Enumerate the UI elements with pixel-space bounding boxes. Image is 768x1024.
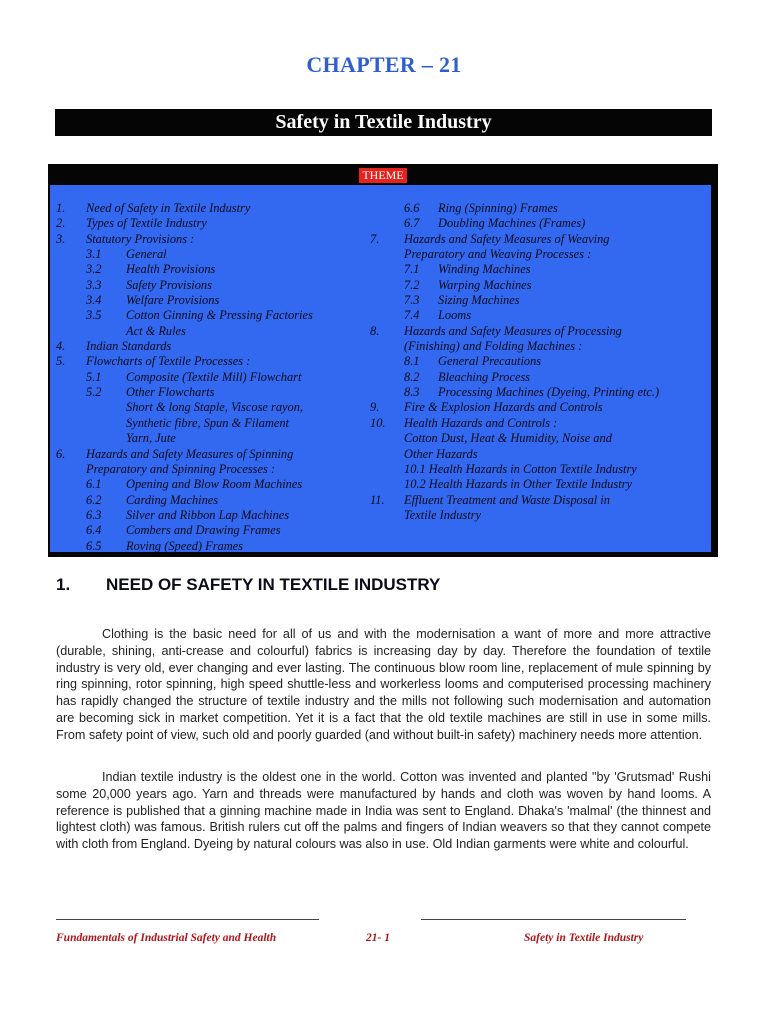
toc-item-number: 5. <box>56 354 66 369</box>
toc-item <box>370 278 710 293</box>
chapter-number: CHAPTER – 21 <box>306 52 462 77</box>
toc-item-text: Types of Textile Industry <box>86 216 207 231</box>
toc-item <box>370 293 710 308</box>
toc-item-number: 8.3 <box>404 385 420 400</box>
toc-item <box>56 508 376 523</box>
toc-item-text: Winding Machines <box>438 262 531 277</box>
toc-item-number: 8.2 <box>404 369 420 384</box>
toc-item-text: Yarn, Jute <box>126 431 176 446</box>
toc-item-number: 6.7 <box>404 216 420 231</box>
toc-item-number: 9. <box>370 400 380 415</box>
toc-item-text: Flowcharts of Textile Processes : <box>86 354 251 369</box>
toc-item-number: 8. <box>370 323 380 338</box>
section-title: NEED OF SAFETY IN TEXTILE INDUSTRY <box>106 575 441 594</box>
footer-book-title: Fundamentals of Industrial Safety and Health <box>56 932 277 944</box>
toc-item <box>56 447 376 462</box>
toc-item <box>370 339 710 354</box>
toc-right-column <box>370 201 710 523</box>
toc-item-number: 8.1 <box>404 354 420 369</box>
toc-item <box>370 493 710 508</box>
toc-item <box>370 247 710 262</box>
toc-item-number: 6.6 <box>404 201 420 215</box>
toc-item-number: 1. <box>56 201 66 215</box>
toc-item <box>56 416 376 431</box>
toc-item-number: 7.4 <box>404 308 420 323</box>
toc-item-number: 5.1 <box>86 369 102 384</box>
toc-item-text: Bleaching Process <box>438 369 531 384</box>
toc-item-number: 11. <box>370 492 385 507</box>
toc-item-number: 3.1 <box>86 247 102 262</box>
toc-item-text: 10.2 Health Hazards in Other Textile Industry <box>404 477 632 492</box>
toc-item <box>370 370 710 385</box>
toc-item-text: Safety Provisions <box>126 277 212 292</box>
toc-item <box>56 477 376 492</box>
toc-item-text: Act & Rules <box>126 323 186 338</box>
toc-item-text: Looms <box>438 308 472 323</box>
toc-item-number: 4. <box>56 339 66 354</box>
toc-item <box>370 232 710 247</box>
toc-item-number: 6. <box>56 446 66 461</box>
toc-item-number: 3. <box>56 231 66 246</box>
toc-item-number: 6.2 <box>86 492 102 507</box>
toc-item-text: Preparatory and Weaving Processes : <box>404 247 592 262</box>
toc-item-text: Effluent Treatment and Waste Disposal in <box>404 492 610 507</box>
toc-item-text: Health Provisions <box>126 262 216 277</box>
toc-item-number: 6.4 <box>86 523 102 538</box>
toc-item-number: 7.2 <box>404 277 420 292</box>
footer-rule-right <box>421 919 686 920</box>
toc-item-number: 7.3 <box>404 293 420 308</box>
toc-item <box>56 262 376 277</box>
toc-item <box>56 354 376 369</box>
toc-item <box>56 216 376 231</box>
toc-item <box>370 385 710 400</box>
toc-item <box>370 201 710 216</box>
chapter-title: Safety in Textile Industry <box>55 109 712 136</box>
toc-item <box>370 447 710 462</box>
toc-item-text: Processing Machines (Dyeing, Printing etc.) <box>438 385 660 400</box>
toc-item <box>56 232 376 247</box>
toc-item-text: Cotton Ginning & Pressing Factories <box>126 308 313 323</box>
section-heading <box>56 575 440 595</box>
toc-item <box>370 324 710 339</box>
theme-header <box>48 164 718 185</box>
toc-item-text: Other Flowcharts <box>126 385 215 400</box>
theme-contents <box>50 185 711 552</box>
toc-item <box>56 339 376 354</box>
toc-item <box>370 354 710 369</box>
toc-item-text: Ring (Spinning) Frames <box>438 201 558 215</box>
toc-item-text: Doubling Machines (Frames) <box>438 216 586 231</box>
toc-item <box>370 416 710 431</box>
toc-item <box>370 431 710 446</box>
toc-item <box>56 308 376 323</box>
toc-item-number: 2. <box>56 216 66 231</box>
toc-item-number: 7. <box>370 231 380 246</box>
toc-item <box>56 431 376 446</box>
toc-item-number: 3.5 <box>86 308 102 323</box>
toc-item <box>370 462 710 477</box>
toc-item-text: General <box>126 247 167 262</box>
toc-item <box>56 278 376 293</box>
paragraph: Clothing is the basic need for all of us and with the modernisation a want of more and more attractive (durable, shining, anti-crease and colourful) fabrics is increasing day by day. Therefore the foundation of textile industry is very old, ever changing and ever lasting. The continuous blow room line, replacement of mule spinning by ring spinning, rotor spinning, high speed shuttle-less and workerless looms and computerised processing machinery has rapidly changed the structure of textile industry and the mills not following such modernisation and automation are becoming sick in market competition. Yet it is a fact that the old textile machines are still in use in some mills. From safety point of view, such old and poorly guarded (and without built-in safety) machinery needs more attention. <box>56 627 711 742</box>
toc-item-text: Sizing Machines <box>438 293 520 308</box>
theme-box <box>48 164 718 557</box>
toc-item-text: Other Hazards <box>404 446 478 461</box>
toc-item-number: 5.2 <box>86 385 102 400</box>
footer-page-number: 21- 1 <box>366 932 390 944</box>
toc-item-text: Warping Machines <box>438 277 532 292</box>
toc-item-text: Preparatory and Spinning Processes : <box>86 461 276 476</box>
toc-item <box>370 308 710 323</box>
paragraph: Indian textile industry is the oldest one in the world. Cotton was invented and planted "by 'Grutsmad' Rushi some 20,000 years ago. Yarn and threads were manufactured by hands and cloth was woven by hand looms. A reference is published that a ginning machine made in India was sent to England. Dhaka's 'malmal' (the thinnest and lightest cloth) was famous. British rulers cut off the palms and fingers of Indian weavers so that they cannot compete with cloth from England. Dyeing by natural colours was also in use. Old Indian garments were white and colourful. <box>56 770 711 852</box>
toc-item-text: Textile Industry <box>404 507 481 522</box>
toc-item <box>370 400 710 415</box>
toc-item <box>370 508 710 523</box>
footer-rule-left <box>56 919 319 920</box>
toc-item-text: 10.1 Health Hazards in Cotton Textile Industry <box>404 461 637 476</box>
toc-item <box>56 201 376 216</box>
toc-item-text: General Precautions <box>438 354 542 369</box>
toc-item <box>56 400 376 415</box>
toc-item-text: Statutory Provisions : <box>86 231 195 246</box>
toc-item <box>56 462 376 477</box>
toc-item-text: Opening and Blow Room Machines <box>126 477 303 492</box>
toc-item-text: Roving (Speed) Frames <box>126 538 243 553</box>
toc-item-text: Hazards and Safety Measures of Weaving <box>404 231 610 246</box>
toc-item-text: Synthetic fibre, Spun & Filament <box>126 415 289 430</box>
toc-item <box>56 385 376 400</box>
toc-item-text: Hazards and Safety Measures of Spinning <box>86 446 294 461</box>
toc-item <box>56 370 376 385</box>
toc-item-text: Combers and Drawing Frames <box>126 523 281 538</box>
toc-item-number: 3.3 <box>86 277 102 292</box>
toc-item <box>56 324 376 339</box>
toc-item <box>56 247 376 262</box>
toc-item-number: 10. <box>370 415 386 430</box>
toc-item <box>56 539 376 554</box>
toc-item-number: 6.5 <box>86 538 102 553</box>
theme-label: THEME <box>359 168 406 183</box>
toc-item-number: 6.1 <box>86 477 102 492</box>
toc-item <box>370 216 710 231</box>
toc-left-column <box>56 201 376 554</box>
toc-item <box>56 493 376 508</box>
toc-item-text: Fire & Explosion Hazards and Controls <box>404 400 603 415</box>
toc-item-text: Hazards and Safety Measures of Processing <box>404 323 622 338</box>
toc-item-text: Health Hazards and Controls : <box>404 415 558 430</box>
toc-item <box>370 477 710 492</box>
toc-item-text: Welfare Provisions <box>126 293 220 308</box>
section-number: 1. <box>56 575 71 594</box>
toc-item <box>56 293 376 308</box>
toc-item-text: (Finishing) and Folding Machines : <box>404 339 583 354</box>
toc-item-number: 6.3 <box>86 507 102 522</box>
toc-item <box>370 262 710 277</box>
toc-item-text: Short & long Staple, Viscose rayon, <box>126 400 304 415</box>
toc-item-text: Carding Machines <box>126 492 219 507</box>
toc-item-number: 3.4 <box>86 293 102 308</box>
toc-item-text: Composite (Textile Mill) Flowchart <box>126 369 302 384</box>
toc-item-text: Cotton Dust, Heat & Humidity, Noise and <box>404 431 612 446</box>
footer-chapter-title: Safety in Textile Industry <box>524 932 644 944</box>
toc-item-text: Need of Safety in Textile Industry <box>86 201 251 215</box>
toc-item-text: Silver and Ribbon Lap Machines <box>126 507 290 522</box>
toc-item-text: Indian Standards <box>86 339 172 354</box>
toc-item <box>56 523 376 538</box>
toc-item-number: 3.2 <box>86 262 102 277</box>
toc-item-number: 7.1 <box>404 262 420 277</box>
